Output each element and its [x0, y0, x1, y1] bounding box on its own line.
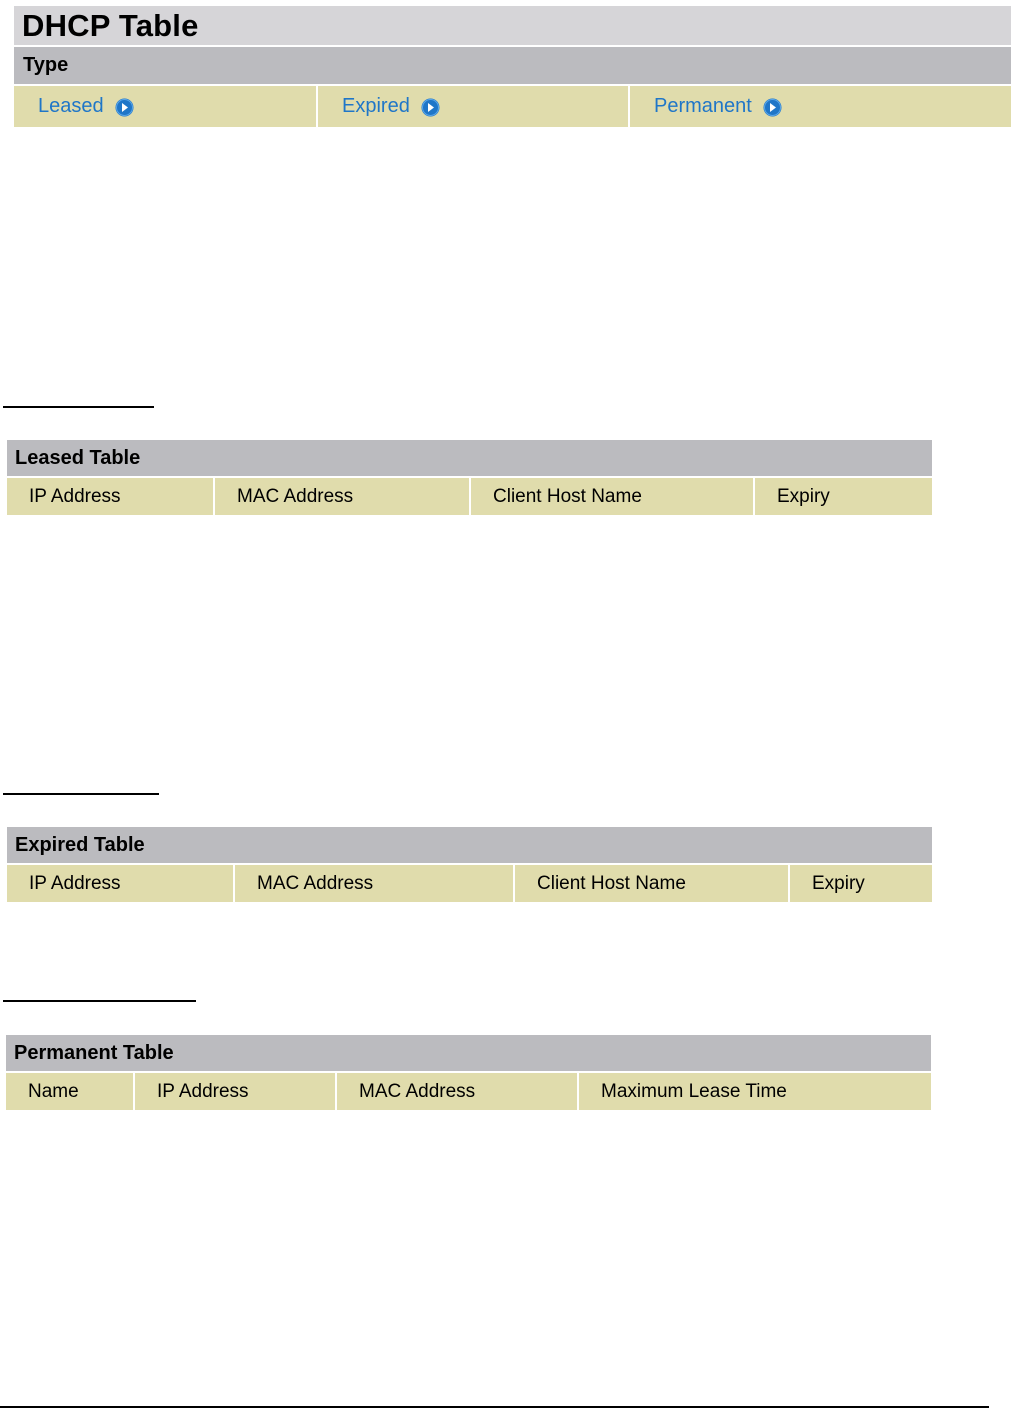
type-link-expired[interactable]: [318, 86, 630, 127]
column-header-client-host-name: Client Host Name: [515, 865, 790, 902]
leased-section-rule: [3, 406, 154, 408]
expired-section-rule: [3, 793, 159, 795]
type-header: Type: [14, 47, 1011, 86]
permanent-table: [6, 1035, 931, 1110]
column-header-client-host-name: Client Host Name: [471, 478, 755, 515]
expired-table-header-row: [7, 865, 932, 902]
column-header-maximum-lease-time: Maximum Lease Time: [601, 1081, 787, 1102]
leased-table-title: Leased Table: [7, 440, 932, 478]
dhcp-table-panel: [14, 6, 1011, 129]
leased-table: [7, 440, 932, 515]
type-selector-row: [14, 86, 1011, 127]
type-link-expired-label[interactable]: Expired: [342, 95, 410, 117]
column-header-mac-address: MAC Address: [215, 478, 471, 515]
type-link-leased-label[interactable]: Leased: [38, 95, 104, 117]
permanent-section-rule: [3, 1000, 196, 1002]
type-link-permanent[interactable]: [630, 86, 1011, 127]
column-header-name: Name: [6, 1073, 135, 1110]
column-header-ip-address: IP Address: [135, 1073, 337, 1110]
type-link-leased[interactable]: [14, 86, 318, 127]
type-link-permanent-label[interactable]: Permanent: [654, 95, 752, 117]
arrow-right-circle-icon[interactable]: [421, 98, 440, 117]
footer-divider: [0, 1406, 989, 1408]
expired-table-title: Expired Table: [7, 827, 932, 865]
permanent-table-header-row: [6, 1073, 931, 1110]
expired-table: [7, 827, 932, 902]
permanent-table-title: Permanent Table: [6, 1035, 931, 1073]
arrow-right-circle-icon[interactable]: [115, 98, 134, 117]
column-header-ip-address: IP Address: [7, 865, 235, 902]
arrow-right-circle-icon[interactable]: [763, 98, 782, 117]
column-header-ip-address: IP Address: [7, 478, 215, 515]
column-header-mac-address: MAC Address: [235, 865, 515, 902]
leased-table-header-row: [7, 478, 932, 515]
page-title: DHCP Table: [14, 6, 1011, 47]
column-header-expiry: Expiry: [812, 873, 865, 894]
column-header-mac-address: MAC Address: [337, 1073, 579, 1110]
column-header-expiry: Expiry: [777, 486, 830, 507]
